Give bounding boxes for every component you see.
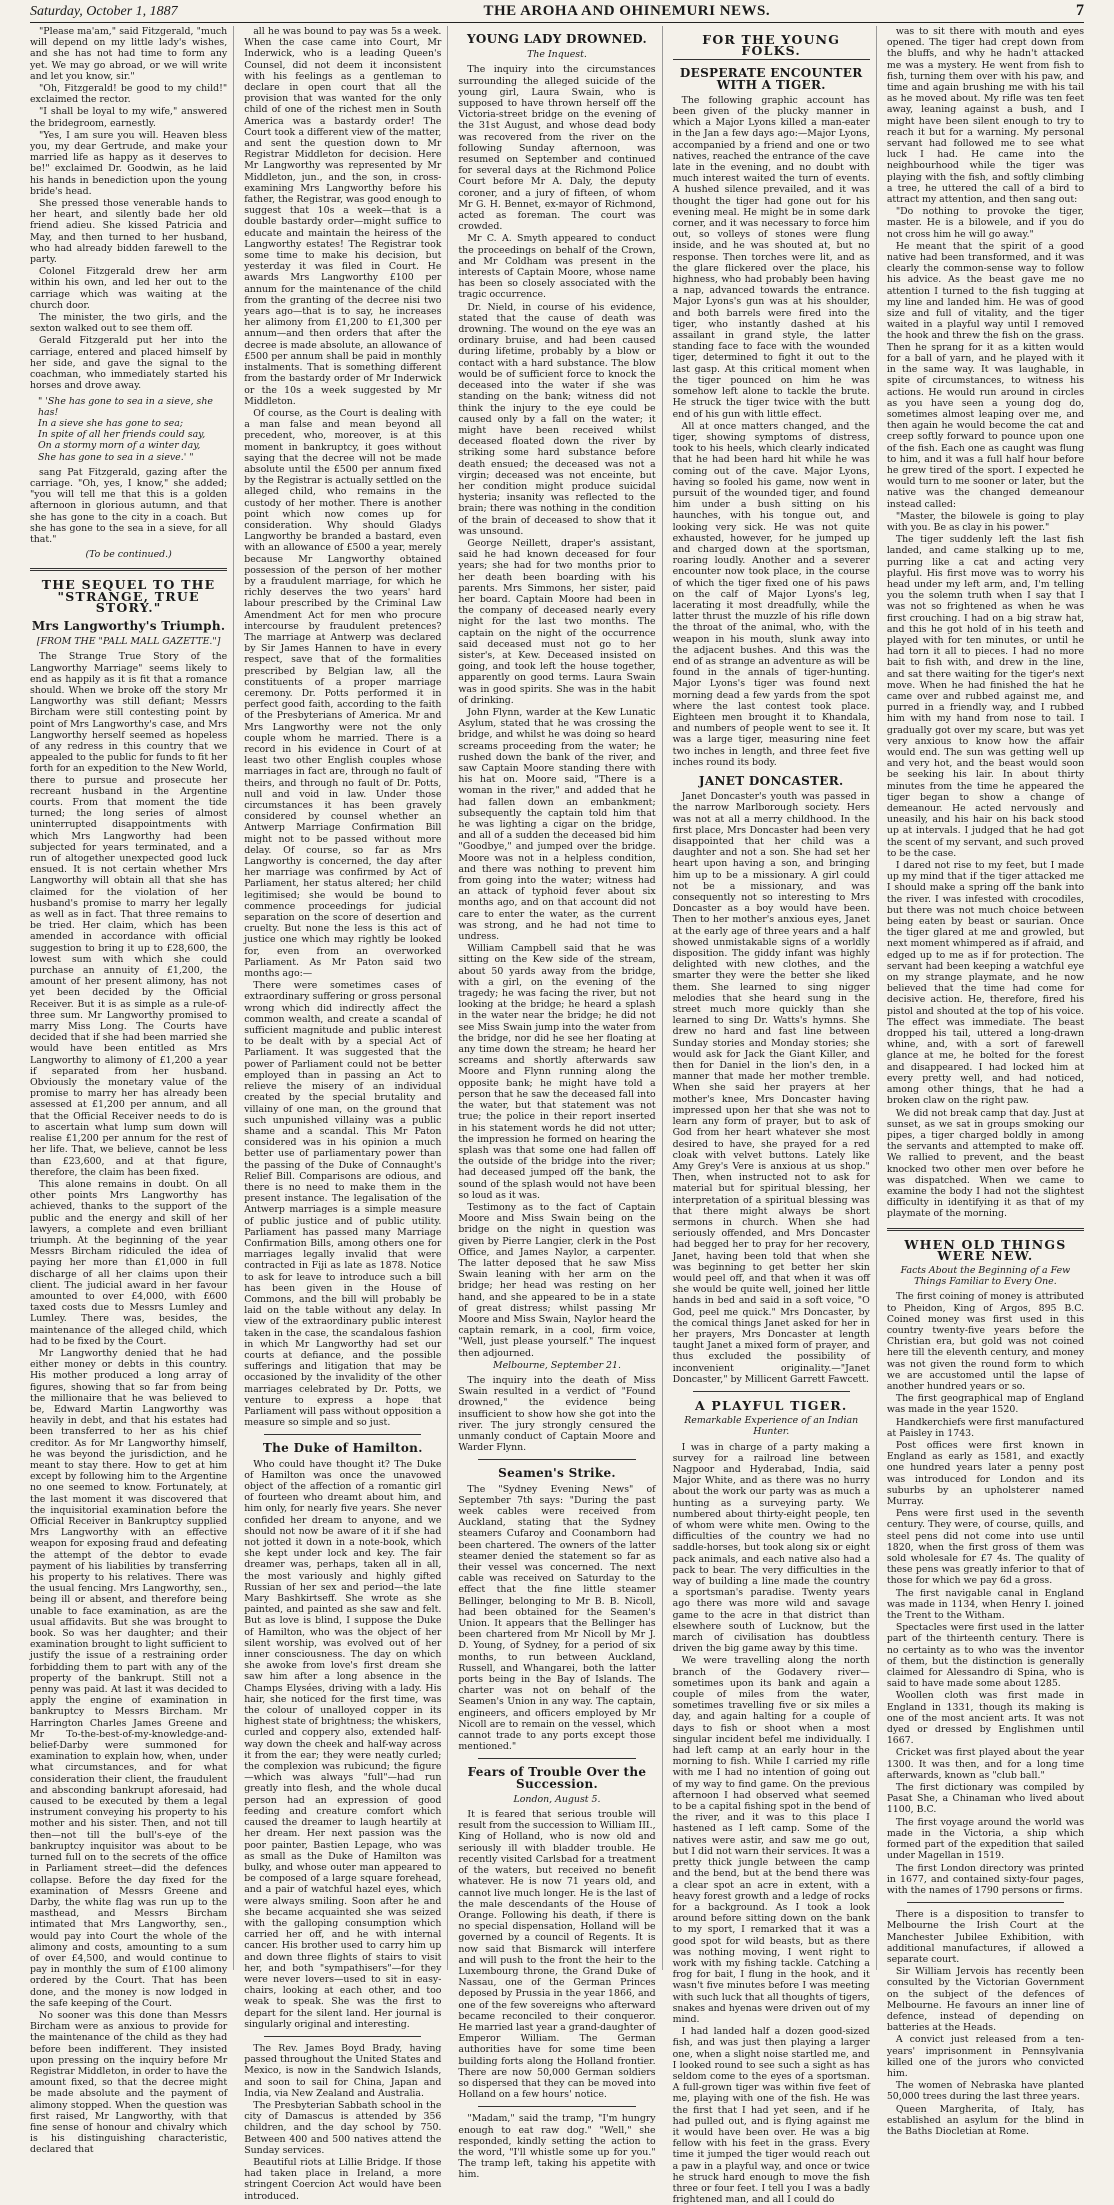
paragraph: Who could have thought it? The Duke of Hamilton was once the unavowed object of the affection of a romantic girl of fourteen who dreamt about him, and him only, for nearly five years. She never confided her dream to anyone, and we should not now be aware of it if she had not jotted it down in a note-book, which she kept under lock and key. The fair dreamer was, perhaps, taken all in all, the most variously and highly gifted Russian of her sex and period—the late Mary Bashkirtseff. She wrote as she painted, and painted as she saw and felt. But as love is blind, I suppose the Duke of Hamilton, who was the object of her silent worship, was evolved out of her inner consciousness. The day on which she awoke from love's first dream she saw him after a long absence in the Champs Elysées, driving with a lady. His hair, she noticed for the first time, was the colour of unalloyed copper in its highest state of brightness; the whiskers, curled and coppery also, extended half-way down the cheek and half-way across it from the ear; they were neatly curled; the complexion was rubicund; the figure—which was always "full"—had run greatly into flesh, and the whole ducal person had an expression of good feeding and creature comfort which caused the dreamer to laugh heartily at her dream. Her next passion was the poor painter, Bastien Lepage, who was as small as the Duke of Hamilton was bulky, and whose outer man appeared to be composed of a large square forehead, and a pair of watchful hazel eyes, which were always smiling. Soon after he and she became acquainted she was seized with the galloping consumption which carried her off, and he with internal cancer. His brother used to carry him up and down three flights of stairs to visit her, and both "sympathisers"—for they were never lovers—used to sit in easy-chairs, looking at each other, and too weak to speak. She was the first to depart for the silent land. Her journal is singularly original and interesting. bbox=[244, 1458, 442, 2030]
article-subheadline: Mrs Langworthy's Triumph. bbox=[31, 618, 226, 633]
article-headline: Seamen's Strike. bbox=[498, 1466, 616, 1481]
article-subheadline: Remarkable Experience of an Indian Hunter. bbox=[684, 1415, 859, 1438]
paragraph: John Flynn, warder at the Kew Lunatic Asylum, stated that he was crossing the bridge, and whilst he was doing so heard screams proceeding from the water; he rushed down the bank of the river, and saw Captain Moore standing there with his hat on. Moore said, "There is a woman in the river," and added that he had fallen down an embankment; subsequently the captain told him that he was lighting a cigar on the bridge, and all of a sudden the deceased bid him "Goodbye," and jumped over the bridge. Moore was not in a helpless condition, and there was nothing to prevent him from going into the water; witness had an attack of typhoid fever about six months ago, and on that account did not care to enter the water, as the current was strong, and he had not time to undress. bbox=[458, 706, 656, 943]
paragraph: Sir William Jervois has recently been consulted by the Victorian Government on the subject of the defences of Melbourne. He favours an inner line of defence, instead of depending on batteries at the Heads. bbox=[886, 1966, 1085, 2034]
article-subheadline: The Inquest. bbox=[527, 49, 587, 61]
paragraph: "I shall be loyal to my wife," answered the bridegroom, earnestly. bbox=[30, 106, 228, 129]
divider bbox=[478, 1459, 635, 1460]
paragraph: The women of Nebraska have planted 50,000 trees during the last three years. bbox=[886, 2080, 1085, 2103]
paragraph: Post offices were first known in England as early as 1581, and exactly one hundred years later a penny post was introduced for London and its suburbs by an upholsterer named Murray. bbox=[886, 1439, 1085, 1507]
paragraph: He meant that the spirit of a good native had been transformed, and it was clearly the common-sense way to follow his advice. As the beast gave me no attention I turned to the fish tugging at my line and landed him. He was of good size and full of vitality, and the tiger waited in a playful way until I removed the hook and threw the fish on the grass. Then he sprang for it as a kitten would for a ball of yarn, and he played with it in the same way. It was laughable, in spite of circumstances, to witness his actions. He would run around in circles as you have seen a young dog do, sometimes almost leaping over me, and then again he would become the cat and creep softly forward to pounce upon one of the fish. Each one as caught was flung to him, and it was a full half hour before he grew tired of the sport. I expected he would turn to me sooner or later, but the native was the changed demeanour instead called: bbox=[886, 240, 1085, 510]
article-headline: The Duke of Hamilton. bbox=[262, 1441, 423, 1456]
paragraph: The minister, the two girls, and the sexton walked out to see them off. bbox=[30, 312, 228, 335]
paragraph: The Strange True Story of the Langworthy Marriage" seems likely to end as happily as it is fit that a romance should. When we broke off the story Mr Langworthy was still defiant; Messrs Bircham were still contesting point by point of Mrs Langworthy's case, and Mrs Langworthy herself seemed as hopeless of any redress in this country that we appealed to the public for funds to fit her forth for an expedition to the New World, there to pursue and prosecute her recreant husband in the Argentine courts. From that moment the tide turned; the long series of almost uninterrupted disappointments with which Mrs Langworthy had been subjected for years terminated, and a run of altogether unexpected good luck ensued. It is not certain whether Mrs Langworthy will obtain all that she has claimed for the violation of her husband's promise to marry her legally as well as in fact. That three remains to be tried. Her claim, which has been amended in accordance with official suggestion to bring it up to £28,600, the lowest sum with which she could purchase an annuity of £1,200, the amount of her present alimony, has not yet been decided by the Official Receiver. But it is as simple as a rule-of-three sum. Mr Langworthy promised to marry Miss Long. The Courts have decided that if she had been married she would have been entitled as Mrs Langworthy to alimony of £1,200 a year if separated from her husband. Obviously the monetary value of the promise to marry her has already been assessed at £1,200 per annum, and all that the Official Receiver needs to do is to ascertain what lump sum down will realise £1,200 per annum for the rest of her life. That, we believe, cannot be less than £23,600, and at that figure, therefore, the claim has been fixed. bbox=[30, 651, 228, 1178]
paragraph: The first coining of money is attributed to Pheidon, King of Argos, 895 B.C. Coined money was first used in this country twenty-five years before the Christian era, but gold was not coined here till the eleventh century, and money was not given the round form to which we are accustomed until the lapse of another hundred years or so. bbox=[886, 1291, 1085, 1392]
paragraph: I was in charge of a party making a survey for a railroad line between Nagpoor and Hyderabad, India, said Major White, and as there was no hurry about the work our party was as much a hunting as a surveying party. We numbered about thirty-eight people, ten of whom were white men. Owing to the difficulties of the country we had no saddle-horses, but took along six or eight pack animals, and each native also had a pack to bear. The very difficulties in the way of building a line made the country a sportsman's paradise. Twenty years ago there was more wild and savage game to the acre in that district than elsewhere south of Lucknow, but the march of civilisation has doubtless driven the big game away by this time. bbox=[672, 1441, 870, 1655]
paragraph: "Yes, I am sure you will. Heaven bless you, my dear Gertrude, and make your married life as happy as it deserves to be!" exclaimed Dr. Goodwin, as he laid his hands in benediction upon the young bride's head. bbox=[30, 129, 228, 197]
paragraph: I had landed half a dozen good-sized fish, and was just then playing a larger one, when a slight noise startled me, and I looked round to see such a sight as has seldom come to the eyes of a sportsman. A full-grown tiger was within five feet of me, playing with one of the fish. He was the first that I had yet seen, and if he had pulled out, and is flying against me it would have been over. He was a big fellow with his feet in the grass. Every time it jumped the tiger would reach out a paw in a playful way, and once or twice he struck hard enough to move the fish three or four feet. I tell you I was a badly frightened man, and all I could do bbox=[672, 2026, 870, 2205]
divider bbox=[478, 1758, 635, 1759]
paragraph: Gerald Fitzgerald put her into the carriage, entered and placed himself by her side, and gave the signal to the coachman, who immediately started his horses and drove away. bbox=[30, 335, 228, 392]
paragraph: We did not break camp that day. Just at sunset, as we sat in groups smoking our pipes, a tiger charged boldly in among the servants and attempted to make off. We rallied to prevent, and the beast knocked two other men over before he was dispatched. When we came to examine the body I had not the slightest difficulty in identifying it as that of my playmate of the morning. bbox=[886, 1107, 1085, 1220]
paragraph: was to sit there with mouth and eyes opened. The tiger had crept down from the bluffs, and why he hadn't attacked me was a mystery. He went from fish to fish, turning them over with his paw, and time and again brushing me with his tail as he moved about. My rifle was ten feet away, leaning against a bush, and I might have been silent enough to try to reach it but for a warning. My personal servant had followed me to see what luck I had. He came into the neighbourhood while the tiger was playing with the fish, and softly climbing a tree, he uttered the call of a bird to attract my attention, and then sang out: bbox=[886, 26, 1085, 206]
dateline: London, August 5. bbox=[513, 1793, 601, 1805]
paragraph: "Madam," said the tramp, "I'm hungry enough to eat raw dog." "Well," she responded, kindly setting the action to the word, "I'll whistle some up for you." The tramp left, taking his appetite with him. bbox=[458, 2113, 656, 2181]
newspaper-title: THE AROHA AND OHINEMURI NEWS. bbox=[483, 3, 771, 19]
paragraph: "Please ma'am," said Fitzgerald, "much will depend on my little lady's wishes, and she has not had time to form any yet. We may go abroad, or we will write and let you know, sir." bbox=[30, 26, 228, 82]
columns bbox=[30, 26, 1085, 2205]
paragraph: Handkerchiefs were first manufactured at Paisley in 1743. bbox=[886, 1416, 1085, 1439]
paragraph: I dared not rise to my feet, but I made up my mind that if the tiger attacked me I should make a spring off the bank into the river. I was infested with crocodiles, but there was not much choice between being eaten by beast or saurian. Once the tiger glared at me and growled, but next moment whimpered as if afraid, and edged up to me as if for protection. The servant had been keeping a watchful eye on my strange playmate, and he now believed that the time had come for decisive action. He, therefore, fired his pistol and shouted at the top of his voice. The effect was immediate. The beast dropped his tail, uttered a long-drawn whine, and, with a sort of farewell glance at me, he bolted for the forest and disappeared. I had locked him at every pretty well, and had noticed, among other things, that he had a broken claw on the right paw. bbox=[886, 860, 1085, 1107]
paragraph: Mr C. A. Smyth appeared to conduct the proceedings on behalf of the Crown, and Mr Coldham was present in the interests of Captain Moore, whose name has been so closely associated with the tragic occurrence. bbox=[458, 233, 656, 301]
paragraph: The first dictionary was compiled by Pasat She, a Chinaman who lived about 1100, B.C. bbox=[886, 1782, 1085, 1816]
paragraph: Cricket was first played about the year 1300. It was then, and for a long time afterwards, known as "club ball." bbox=[886, 1747, 1085, 1781]
paragraph: It is feared that serious trouble will result from the succession to William III., King of Holland, who is now old and seriously ill with bladder trouble. He recently visited Carlsbad for a treatment of the waters, but received no benefit whatever. He is now 71 years old, and cannot live much longer. He is the last of the male descendants of the House of Orange. Following his death, if there is no special dispensation, Holland will be governed by a council of Regents. It is now said that Bismarck will interfere and will push to the front the heir to the Luxembourg throne, the Grand Duke of Nassau, one of the German Princes deposed by Prussia in the year 1866, and one of the few sovereigns who afterward became reconciled to their conqueror. He married last year a grand-daughter of Emperor William. The German authorities have for some time been building forts along the Holland frontier. There are now 50,000 German soldiers so dispersed that they can be moved into Holland on a few hours' notice. bbox=[458, 1809, 656, 2101]
column-2 bbox=[244, 26, 448, 2202]
article-headline: Fears of Trouble Over the Succession. bbox=[467, 1765, 647, 1791]
paragraph: The first geographical map of England was made in the year 1520. bbox=[886, 1393, 1085, 1416]
paragraph: George Neillett, draper's assistant, said he had known deceased for four years; she had for two months prior to her death been boarding with his parents. Mrs Simmons, her sister, paid her board. Captain Moore had been in the company of deceased nearly every night for the last two months. The captain on the night of the occurrence said deceased must not go to her sister's, at Kew. Deceased insisted on going, and took left the house together, apparently on good terms. Laura Swain was in good spirits. She was in the habit of drinking. bbox=[458, 537, 656, 706]
paragraph: Spectacles were first used in the latter part of the thirteenth century. There is no certainty as to who was the inventor of them, but the distinction is generally claimed for Alessandro di Spina, who is said to have made some about 1285. bbox=[886, 1622, 1085, 1690]
divider bbox=[693, 1391, 850, 1392]
paragraph: Pens were first used in the seventh century. They were, of course, quills, and steel pens did not come into use until 1820, when the first gross of them was sold wholesale for £7 4s. The quality of these pens was greatly inferior to that of those for which we pay 6d a gross. bbox=[886, 1508, 1085, 1587]
paragraph: Beautiful riots at Lillie Bridge. If those had taken place in Ireland, a more stringent Coercion Act would have been introduced. bbox=[244, 2156, 442, 2202]
masthead bbox=[30, 2, 1084, 23]
article-subheadline: Facts About the Beginning of a Few Things Familiar to Every One. bbox=[900, 1264, 1071, 1288]
article-headline: DESPERATE ENCOUNTER WITH A TIGER. bbox=[679, 66, 863, 92]
article-headline: JANET DONCASTER. bbox=[698, 774, 844, 788]
article-headline: A PLAYFUL TIGER. bbox=[694, 1397, 848, 1413]
paragraph: "Master, the bilowele is going to play with you. Be as clay in his power." bbox=[886, 510, 1085, 533]
paragraph: She pressed those venerable hands to her heart, and silently bade her old friend adieu. She kissed Patricia and May, and then turned to her husband, who had already bidden farewell to the party. bbox=[30, 198, 228, 266]
dateline: Melbourne, September 21. bbox=[493, 1359, 621, 1371]
article-headline: WHEN OLD THINGS WERE NEW. bbox=[904, 1236, 1067, 1263]
paragraph: The tiger suddenly left the last fish landed, and came stalking up to me, purring like a cat and acting very playful. His first move was to worry his head under my left arm, and, I'm telling you the solemn truth when I say that I was not so frightened as when he was first crouching. I had on a big straw hat, and this he got hold of in his teeth and played with for ten minutes, or until he had torn it all to pieces. I had no more bait to fish with, and drew in the line, and sat there waiting for the tiger's next move. When he had finished the hat he came over and rubbed against me, and purred in a friendly way, and I rubbed him with my hand from nose to tail. I gradually got over my scare, but was yet very anxious to know how the affair would end. The sun was getting well up and very hot, and the beast would soon be seeking his lair. In about thirty minutes from the time he appeared the tiger began to show a change of demeanour. He acted nervously and uneasily, and his hair on his back stood up at intervals. I judged that he had got the scent of my servant, and such proved to be the case. bbox=[886, 534, 1085, 859]
paragraph: Colonel Fitzgerald drew her arm within his own, and led her out to the carriage which was waiting at the church door. bbox=[30, 266, 228, 311]
section-headline: FOR THE YOUNG FOLKS. bbox=[673, 34, 870, 60]
article-headline: THE SEQUEL TO THE "STRANGE, TRUE STORY." bbox=[41, 577, 216, 615]
issue-date: Saturday, October 1, 1887 bbox=[30, 4, 178, 19]
paragraph: Testimony as to the fact of Captain Moore and Miss Swain being on the bridge on the night in question was given by Pierre Langier, clerk in the Post Office, and James Naylor, a carpenter. The latter deposed that he saw Miss Swain leaning with her arm on the bridge; her head was resting on her hand, and she appeared to be in a state of great distress; whilst passing Mr Moore and Miss Swain, Naylor heard the captain remark, in a cool, firm voice, "Well, just please yourself." The inquest then adjourned. bbox=[458, 1201, 656, 1359]
divider bbox=[264, 1434, 421, 1435]
divider bbox=[887, 1228, 1084, 1231]
paragraph: Dr. Nield, in course of his evidence, stated that the cause of death was drowning. The wound on the eye was an ordinary bruise, and had been caused during lifetime, probably by a blow or contact with a hard substance. The blow would be of sufficient force to knock the deceased into the water if she was standing on the bank; witness did not think the injury to the eye could be caused only by a fall on the water; it might have been received whilst deceased floated down the river by striking some hard substance before death ensued; the deceased was not a virgin; deceased was not enceinte, but her condition might produce suicidal hysteria; insanity was reflected to the brain; there was nothing in the condition of the brain of deceased to show that it was unsound. bbox=[458, 301, 656, 537]
paragraph: Janet Doncaster's youth was passed in the narrow Marlborough society. Hers was not at all a merry childhood. In the first place, Mrs Doncaster had been very disappointed that her child was a daughter and not a son. She had set her heart upon having a son, and bringing him up to be a missionary. A girl could not be a missionary, and was consequently not so interesting to Mrs Doncaster as a boy would have been. Then to her mother's anxious eyes, Janet at the early age of three years and a half showed unmistakable signs of a worldly disposition. The giddy infant was highly delighted with new clothes, and the smarter they were the better she liked them. She learned to sing nigger melodies that she heard sung in the street much more quickly than she learned to sing Dr. Watts's hymns. She drew no hard and fast line between Sunday stories and Monday stories; she would ask for Jack the Giant Killer, and then for Daniel in the lion's den, in a manner that made her mother tremble. When she said her prayers at her mother's knee, Mrs Doncaster having impressed upon her that she was not to learn any form of prayer, but to ask of God from her heart whatever she most desired to have, she prayed for a red cloak with velvet buttons. Lately like Amy Grey's Vere is anxious at us shop." Then, when instructed not to ask for material but for spiritual blessing, her interpretation of a spiritual blessing was that there might always be short sermons in church. When she had seriously offended, and Mrs Doncaster had begged her to pray for her recovery, Janet, having been told that when she was beginning to get better her skin would peel off, and that when it was off she would be quite well, joined her little hands in bed and said in a soft voice, "O God, peel me quick." Mrs Doncaster, by the comical things Janet asked for her in her prayers, Mrs Doncaster at length taught Janet a mixed form of prayer, and thus excluded the possibility of inconvenient originality.—"Janet Doncaster," by Millicent Garrett Fawcett. bbox=[672, 791, 870, 1385]
paragraph: The inquiry into the death of Miss Swain resulted in a verdict of "Found drowned," the evidence being insufficient to show how she got into the river. The jury strongly censured the unmanly conduct of Captain Moore and Warder Flynn. bbox=[458, 1374, 656, 1454]
paragraph: The Presbyterian Sabbath school in the city of Damascus is attended by 356 children, and the day school by 750. Between 400 and 500 natives attend the Sunday services. bbox=[244, 2099, 442, 2156]
paragraph: "Oh, Fitzgerald! be good to my child!" exclaimed the rector. bbox=[30, 83, 228, 106]
poem: " 'She has gone to sea in a sieve, she has! In a sieve she has gone to sea; In spite of all her friends could say, On a stormy morn of a winter day, She has gone to sea in a sieve.' " bbox=[38, 395, 213, 463]
article-source: [FROM THE "PALL MALL GAZETTE."] bbox=[36, 636, 221, 648]
paragraph: The "Sydney Evening News" of September 7th says: "During the past week cables were received from Auckland, stating that the Sydney steamers Cufaroy and Coonamborn had been chartered. The owners of the latter steamer denied the statement so far as their vessel was concerned. The next cable was received on Saturday to the effect that the fine little steamer Bellinger, belonging to Mr B. B. Nicoll, had been obtained for the Seamen's Union. It appears that the Bellinger has been chartered from Mr Nicoll by Mr J. D. Young, of Sydney, for a period of six months, to run between Auckland, Russell, and Whangarei, both the latter ports being in the Bay of Islands. The charter was not on behalf of the Seamen's Union in any way. The captain, engineers, and officers employed by Mr Nicoll are to remain on the vessel, which cannot trade to any ports except those mentioned." bbox=[458, 1483, 656, 1753]
divider bbox=[478, 2106, 635, 2107]
article-headline: YOUNG LADY DROWNED. bbox=[466, 32, 648, 46]
column-3 bbox=[458, 26, 662, 2181]
paragraph: William Campbell said that he was sitting on the Kew side of the stream, about 50 yards away from the bridge, with a girl, on the evening of the tragedy; he was facing the river, but not looking at the bridge; he heard a splash in the water near the bridge; he did not see Miss Swain jump into the water from the bridge, nor did he see her floating at any time down the stream; he heard her screams and shortly afterwards saw Moore and Flynn running along the opposite bank; he might have told a person that he saw the deceased fall into the water, but that statement was not true; the police in their report inserted in his statement words he did not utter; the impression he formed on hearing the splash was that some one had fallen off the outside of the bridge into the river; had deceased jumped off the bank, the sound of the splash would not have been so loud as it was. bbox=[458, 943, 656, 1201]
paragraph: "Do nothing to provoke the tiger, master. He is a bilowele, and if you do not cross him he will go away." bbox=[886, 206, 1085, 240]
paragraph: The first navigable canal in England was made in 1134, when Henry I. joined the Trent to the Witham. bbox=[886, 1587, 1085, 1622]
column-4 bbox=[672, 26, 877, 2205]
paragraph: The first London directory was printed in 1677, and contained sixty-four pages, with the names of 1790 persons or firms. bbox=[886, 1862, 1085, 1896]
paragraph: The following graphic account has been given of the plucky manner in which a Major Lyons killed a man-eater in the Jan a few days ago:—Major Lyons, accompanied by a friend and one or two natives, reached the entrance of the cave late in the evening, and no doubt with much interest waited the turn of events. A hushed silence prevailed, and it was thought the tiger had gone out for his evening meal. He might be in some dark corner, and it was necessary to force him out, so volleys of stones were flung inside, and he was shouted at, but no response. Then torches were lit, and as the glare flickered over the place, his highness, who had probably been having a nap, advanced towards the entrance. Major Lyons's gun was at his shoulder, and both barrels were fired into the tiger, who instantly dashed at his assailant in grand style, the latter standing face to face with the wounded tiger, determined to fight it out to the last gasp. At this critical moment when the tiger pounced on him he was somehow left alone to tackle the brute. He struck the tiger twice with the butt end of his gun with little effect. bbox=[672, 94, 870, 420]
paragraph: A convict just released from a ten-years' imprisonment in Pennsylvania killed one of the jurors who convicted him. bbox=[886, 2034, 1085, 2079]
to-be-continued: (To be continued.) bbox=[85, 549, 172, 561]
paragraph: There is a disposition to transfer to Melbourne the Irish Court at the Manchester Jubilee Exhibition, with additional manufactures, if allowed a separate court. bbox=[886, 1909, 1085, 1965]
paragraph: The inquiry into the circumstances surrounding the alleged suicide of the young girl, Laura Swain, who is supposed to have thrown herself off the Victoria-street bridge on the evening of the 31st August, and whose dead body was recovered from the river on the following Sunday afternoon, was resumed on September and continued for several days at the Richmond Police Court before Mr A. Daly, the deputy coroner, and a jury of fifteen, of whom Mr G. H. Bennet, ex-mayor of Richmond, acted as foreman. The court was crowded. bbox=[458, 64, 656, 233]
paragraph: There were sometimes cases of extraordinary suffering or gross personal wrong which did indirectly affect the common wealth, and create a scandal of sufficient magnitude and public interest to be dealt with by a special Act of Parliament. It was suggested that the power of Parliament could not be better employed than in passing an Act to relieve the misery of an individual created by the special brutality and villainy of one man, on the ground that such unpunished villainy was a public shame and a scandal. This Mr Paton considered was in his opinion a much better use of parliamentary power than the passing of the Duke of Connaught's Relief Bill. Comparisons are odious, and there is no need to make them in the present instance. The legalisation of the Antwerp marriages is a simple measure of public justice and of public utility. Parliament has passed many Marriage Confirmation Bills, among others one for marriages legally invalid that were contracted in Fiji as late as 1878. Notice to ask for leave to introduce such a bill has been given in the House of Commons, and the bill will probably be laid on the table without any delay. In view of the extraordinary public interest taken in the case, the scandalous fashion in which Mr Langworthy had set our courts at defiance, and the possible sufferings and litigation that may be occasioned by the invalidity of the other marriages celebrated by Dr. Potts, we venture to express a hope that Parliament will pass without opposition a measure so simple and so just. bbox=[244, 980, 442, 1429]
paragraph: We were travelling along the north branch of the Godavery river—sometimes upon its bank and again a couple of miles from the water, sometimes travelling five or six miles a day, and again halting for a couple of days to fish or shoot when a most singular incident befel me individually. I had left camp at an early hour in the morning to fish. While I carried my rifle with me I had no intention of going out of my way to find game. On the previous afternoon I had observed what seemed to be a capital fishing spot in the bend of the river, and it was to this place I hastened as I left camp. Some of the natives were astir, and saw me go out, but I did not warn their services. It was a pretty thick jungle between the camp and the bend, but at the bend there was a clear spot an acre in extent, with a heavy forest growth and a ledge of rocks for a background. As I took a look around before sitting down on the bank to my sport, I remarked that it was a good spot for wild beasts, but as there was nothing moving, I went right to work with my fishing tackle. Catching a frog for bait, I flung in the hook, and it wasn't five minutes before I was meeting with such luck that all thoughts of tigers, snakes and hyenas were driven out of my mind. bbox=[672, 1655, 870, 2025]
paragraph: sang Pat Fitzgerald, gazing after the carriage. "Oh, yes, I know," she added; "you will tell me that this is a golden afternoon in glorious autumn, and that she has gone to the city in a coach. But she has gone to the sea in a sieve, for all that." bbox=[30, 466, 228, 545]
paragraph: The first voyage around the world was made in the Victoria, a ship which formed part of the expedition that sailed under Magellan in 1519. bbox=[886, 1816, 1085, 1862]
paragraph: Of course, as the Court is dealing with a man false and mean beyond all precedent, who, moreover, is at this moment in bankruptcy, it goes without saying that the decree will not be made absolute until the £500 per annum fixed by the Registrar is actually settled on the alleged child, who remains in the custody of her mother. There is another point which now comes up for consideration. Why should Gladys Langworthy be branded a bastard, even with an allowance of £500 a year, merely because Mr Langworthy obtained possession of the person of her mother by a fraudulent marriage, for which he richly deserves the two years' hard labour prescribed by the Criminal Law Amendment Act for men who procure intercourse by fraudulent pretences? The marriage at Antwerp was declared by Sir James Hannen to have in every respect, save that of the formalities prescribed by Belgian law, all the constituents of a proper marriage ceremony. Dr. Potts performed it in perfect good faith, according to the faith of the Presbyterians of America. Mr and Mrs Langworthy were not the only couple whom he married. There is a record in his evidence in Court of at least two other English couples whose marriages in fact are, through no fault of theirs, and through no fault of Dr. Potts, null and void in law. Under those circumstances it has been gravely considered by counsel whether an Antwerp Marriage Confirmation Bill might not to be passed without more delay. Of course, so far as Mrs Langworthy is concerned, the day after her marriage was confirmed by Act of Parliament, her status altered; her child legitimised; she would be bound to commence proceedings for judicial separation on the score of desertion and cruelty. But none the less is this act of justice one which may rightly be looked for, even from an overworked Parliament. As Mr Paton said two months ago:— bbox=[244, 407, 442, 980]
paragraph: No sooner was this done than Messrs Bircham were as anxious to provide for the maintenance of the child as they had before been indifferent. They insisted upon pressing on the inquiry before Mr Registrar Middleton, in order to have the amount fixed, so that the decree might be made absolute and the payment of alimony stopped. When the question was first raised, Mr Langworthy, with that fine sense of honour and chivalry which is his distinguishing characteristic, declared that bbox=[30, 2009, 228, 2156]
divider bbox=[30, 568, 227, 571]
page-number: 7 bbox=[1075, 2, 1084, 19]
paragraph: All at once matters changed, and the tiger, showing symptoms of distress, took to his heels, which clearly indicated that he had been hard hit while he was coming out of the cave. Major Lyons, having so fooled his game, now went in pursuit of the wounded tiger, and found him under a bush sitting on his haunches, with his tongue out, and looking very sick. He was not quite exhausted, however, for he jumped up and charged down at the sportsman, roaring loudly. Another and a severer encounter now took place, in the course of which the tiger fixed one of his paws on the calf of Major Lyons's leg, lacerating it most dreadfully, while the latter thrust the muzzle of his rifle down the throat of the animal, who, with the weapon in his mouth, slunk away into the adjacent bushes. And this was the end of as strange an adventure as will be found in the annals of tiger-hunting. Major Lyons's tiger was found next morning dead a few yards from the spot where the last contest took place. Eighteen men brought it to Khandala, and numbers of people went to see it. It was a large tiger, measuring nine feet two inches in length, and three feet five inches round its body. bbox=[672, 420, 870, 768]
paragraph: The Rev. James Boyd Brady, having passed throughout the United States and Mexico, is now in the Sandwich Islands, and soon to sail for China, Japan and India, via New Zealand and Australia. bbox=[244, 2042, 442, 2099]
paragraph: Mr Langworthy denied that he had either money or debts in this country. His mother produced a long array of figures, showing that so far from being the millionaire that he was believed to be, Edward Martin Langworthy was heavily in debt, and that his estates had been transferred to her as his chief creditor. As for Mr Langworthy himself, he was beyond the jurisdiction, and he meant to stay there. How to get at him except by following him to the Argentine no one seemed to know. Fortunately, at the last moment it was discovered that the inquisitorial examination before the Official Receiver in Bankruptcy supplied Mrs Langworthy with an effective weapon for exposing fraud and defeating the attempt of the debtor to evade payment of his liabilities by transferring his property to his relatives. There was the usual fencing. Mrs Langworthy, sen., being ill or absent, and therefore being unable to face examination, as are the usual affidavits. But she was brought to book. So was her daughter; and their examination brought to light sufficient to justify the issue of a restraining order forbidding them to part with any of the property of the bankrupt. Still not a penny was paid. At last it was decided to apply the engine of examination in bankruptcy to Messrs Bircham. Mr Harrington Charles James Greene and Mr To-the-best-of-my-knowledge-and-belief-Darby were summoned for examination to explain how, when, under what circumstances, and for what consideration their client, the fraudulent and absconding bankrupt aforesaid, had caused to be executed by them a legal instrument conveying his property to his mother and his sister. Then, and not till then—not till the bull's-eye of the bankruptcy inquisitor was about to be turned full on to the secrets of the office in Parliament street—did the defences collapse. Before the day fixed for the examination of Messrs Greene and Darby, the white flag was run up to the masthead, and Messrs Bircham intimated that Mrs Langworthy, sen., would pay into Court the whole of the alimony and costs, amounting to a sum of over £4,500, and would continue to pay in monthly the sum of £100 alimony ordered by the Court. That has been done, and the money is now lodged in the safe keeping of the Court. bbox=[30, 1347, 228, 2009]
paragraph: Woollen cloth was first made in England in 1331, though its making is one of the most ancient arts. It was not dyed or dressed by Englishmen until 1667. bbox=[886, 1690, 1085, 1747]
column-1 bbox=[30, 26, 234, 2156]
column-5 bbox=[886, 26, 1085, 2137]
divider bbox=[907, 1902, 1064, 1903]
paragraph: This alone remains in doubt. On all other points Mrs Langworthy has achieved, thanks to the support of the public and the energy and skill of her lawyers, a complete and even brilliant triumph. At the beginning of the year Messrs Bircham ridiculed the idea of paying her more than £1,000 in full discharge of all her claims upon their client. The judicial award in her favour amounted to over £4,000, with £600 taxed costs due to Messrs Lumley and Lumley. There was, besides, the maintenance of the alleged child, which had to be fixed by the Court. bbox=[30, 1178, 228, 1347]
divider bbox=[264, 2036, 421, 2037]
paragraph: all he was bound to pay was 5s a week. When the case came into Court, Mr Inderwick, who is a leading Queen's Counsel, did not deem it inconsistent with his feelings as a gentleman to declare in open court that all the provision that was wanted for the only child of one of the richest men in South America was a bastardy order! The Court took a different view of the matter, and sent the question down to Mr Registrar Middleton for decision. Here Mr Langworthy was represented by Mr Middleton, jun., and the son, in cross-examining Mrs Langworthy before his father, the Registrar, was good enough to suggest that 10s a week—that is a double bastardy order—might suffice to educate and maintain the heiress of the Langworthy estates! The Registrar took some time to make his decision, but yesterday it was filed in Court. He awards Mrs Langworthy £100 per annum for the maintenance of the child from the granting of the decree nisi two years ago—that is to say, he increases her alimony from £1,200 to £1,300 per annum—and then orders that after the decree is made absolute, an allowance of £500 per annum shall be paid in monthly instalments. That is something different from the bastardy order of Mr Inderwick or the 10s a week suggested by Mr Middleton. bbox=[244, 26, 442, 407]
paragraph: Queen Margherita, of Italy, has established an asylum for the blind in the Baths Diocletian at Rome. bbox=[886, 2103, 1085, 2137]
